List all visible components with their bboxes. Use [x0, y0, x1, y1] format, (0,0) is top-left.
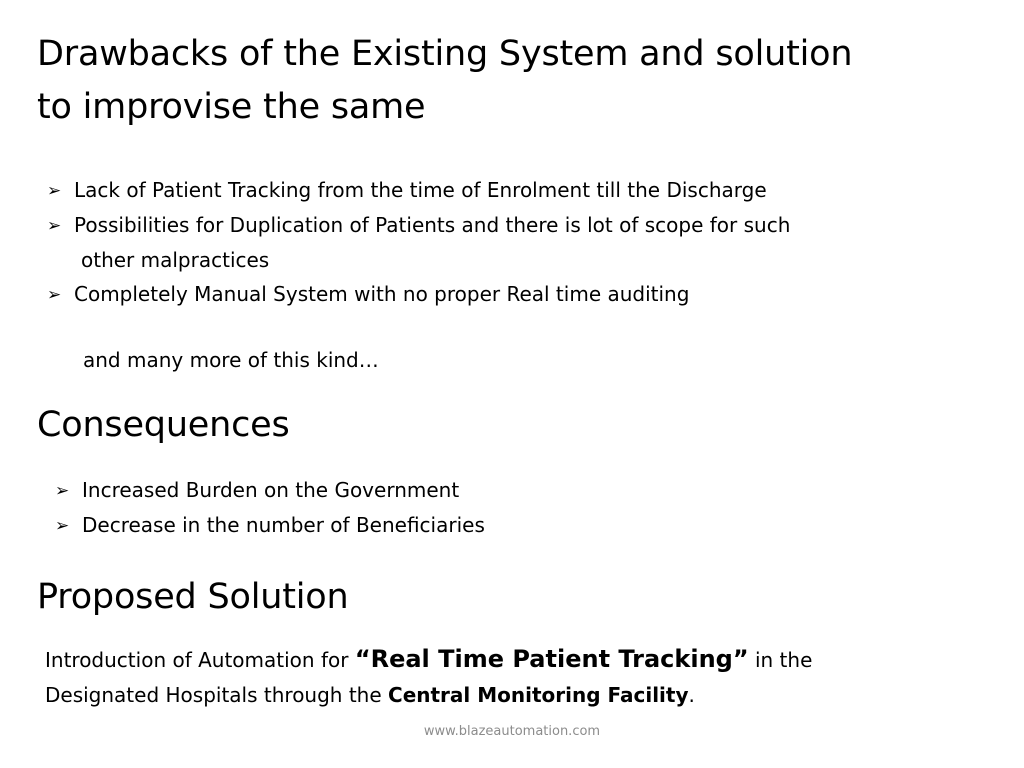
arrow-bullet-icon: ➢ — [55, 481, 70, 501]
arrow-bullet-icon: ➢ — [47, 181, 62, 201]
drawbacks-heading — [37, 28, 852, 134]
drawbacks-heading-line-1: Drawbacks of the Existing System and solution — [37, 34, 853, 74]
solution-highlight: “Real Time Patient Tracking” — [354, 645, 749, 673]
list-item-text: Completely Manual System with no proper Real time auditing — [74, 282, 690, 306]
footer-url: www.blazeautomation.com — [423, 724, 601, 739]
solution-text-part-2: in the — [748, 648, 813, 672]
solution-text-part-3: Designated Hospitals through the — [45, 683, 389, 707]
more-text: and many more of this kind… — [83, 348, 379, 372]
list-item — [47, 173, 790, 208]
list-item — [55, 473, 485, 508]
drawbacks-list — [47, 173, 790, 312]
list-item-text: Possibilities for Duplication of Patients and there is lot of scope for such — [74, 213, 791, 237]
solution-text-part-4: . — [688, 683, 695, 707]
arrow-bullet-icon: ➢ — [47, 216, 62, 236]
arrow-bullet-icon: ➢ — [47, 285, 62, 305]
list-item-text: Increased Burden on the Government — [82, 478, 460, 502]
consequences-heading: Consequences — [37, 405, 290, 445]
solution-text-part-1: Introduction of Automation for — [45, 648, 355, 672]
proposed-solution-text — [45, 642, 812, 713]
list-item — [47, 277, 790, 312]
list-item — [55, 508, 485, 543]
list-item-text: Decrease in the number of Beneficiaries — [82, 513, 485, 537]
solution-facility: Central Monitoring Facility — [388, 683, 689, 707]
list-item — [47, 208, 790, 277]
arrow-bullet-icon: ➢ — [55, 516, 70, 536]
list-item-text: Lack of Patient Tracking from the time of Enrolment till the Discharge — [74, 178, 767, 202]
drawbacks-heading-line-2: to improvise the same — [37, 87, 426, 127]
consequences-list — [55, 473, 485, 543]
list-item-continuation: other malpractices — [81, 248, 270, 272]
proposed-solution-heading: Proposed Solution — [37, 577, 349, 617]
